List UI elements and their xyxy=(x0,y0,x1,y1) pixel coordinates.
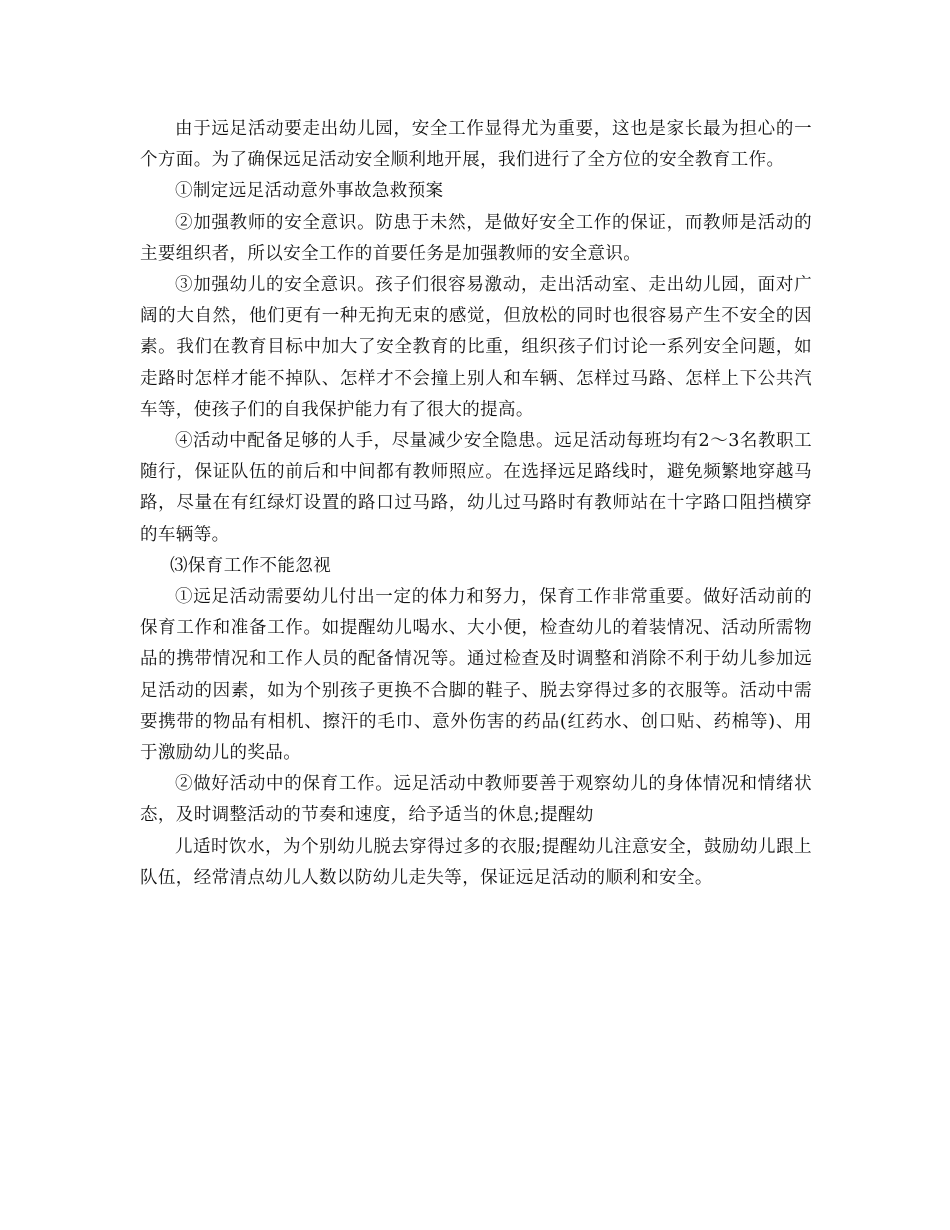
paragraph-safety-intro: 由于远足活动要走出幼儿园，安全工作显得尤为重要，这也是家长最为担心的一个方面。为了确保远足活动安全顺利地开展，我们进行了全方位的安全教育工作。 xyxy=(140,119,812,171)
paragraph-teacher-awareness: ②加强教师的安全意识。防患于未然，是做好安全工作的保证，而教师是活动的主要组织者，所以安全工作的首要任务是加强教师的安全意识。 xyxy=(140,212,812,264)
paragraph-care-continued: 儿适时饮水，为个别幼儿脱去穿得过多的衣服;提醒幼儿注意安全，鼓励幼儿跟上队伍，经常清点幼儿人数以防幼儿走失等，保证远足活动的顺利和安全。 xyxy=(140,836,812,888)
paragraph-staffing: ④活动中配备足够的人手，尽量减少安全隐患。远足活动每班均有2～3名教职工随行，保证队伍的前后和中间都有教师照应。在选择远足路线时，避免频繁地穿越马路，尽量在有红绿灯设置的路口过马路，幼儿过马路时有教师站在十字路口阻挡横穿的车辆等。 xyxy=(140,431,812,545)
document-body xyxy=(140,114,812,894)
paragraph-child-awareness: ③加强幼儿的安全意识。孩子们很容易激动，走出活动室、走出幼儿园，面对广阔的大自然，他们更有一种无拘无束的感觉，但放松的同时也很容易产生不安全的因素。我们在教育目标中加大了安全教育的比重，组织孩子们讨论一系列安全问题，如走路时怎样才能不掉队、怎样才不会撞上别人和车辆、怎样过马路、怎样上下公共汽车等，使孩子们的自我保护能力有了很大的提高。 xyxy=(140,275,812,420)
paragraph-care-preparation: ①远足活动需要幼儿付出一定的体力和努力，保育工作非常重要。做好活动前的保育工作和准备工作。如提醒幼儿喝水、大小便，检查幼儿的着装情况、活动所需物品的携带情况和工作人员的配备情况等。通过检查及时调整和消除不利于幼儿参加远足活动的因素，如为个别孩子更换不合脚的鞋子、脱去穿得过多的衣服等。活动中需要携带的物品有相机、擦汗的毛巾、意外伤害的药品(红药水、创口贴、药棉等)、用于激励幼儿的奖品。 xyxy=(140,587,812,764)
paragraph-care-during-activity: ②做好活动中的保育工作。远足活动中教师要善于观察幼儿的身体情况和情绪状态，及时调整活动的节奏和速度，给予适当的休息;提醒幼 xyxy=(140,774,812,826)
paragraph-emergency-plan: ①制定远足活动意外事故急救预案 xyxy=(175,181,444,202)
section-heading-care: ⑶保育工作不能忽视 xyxy=(170,555,332,576)
